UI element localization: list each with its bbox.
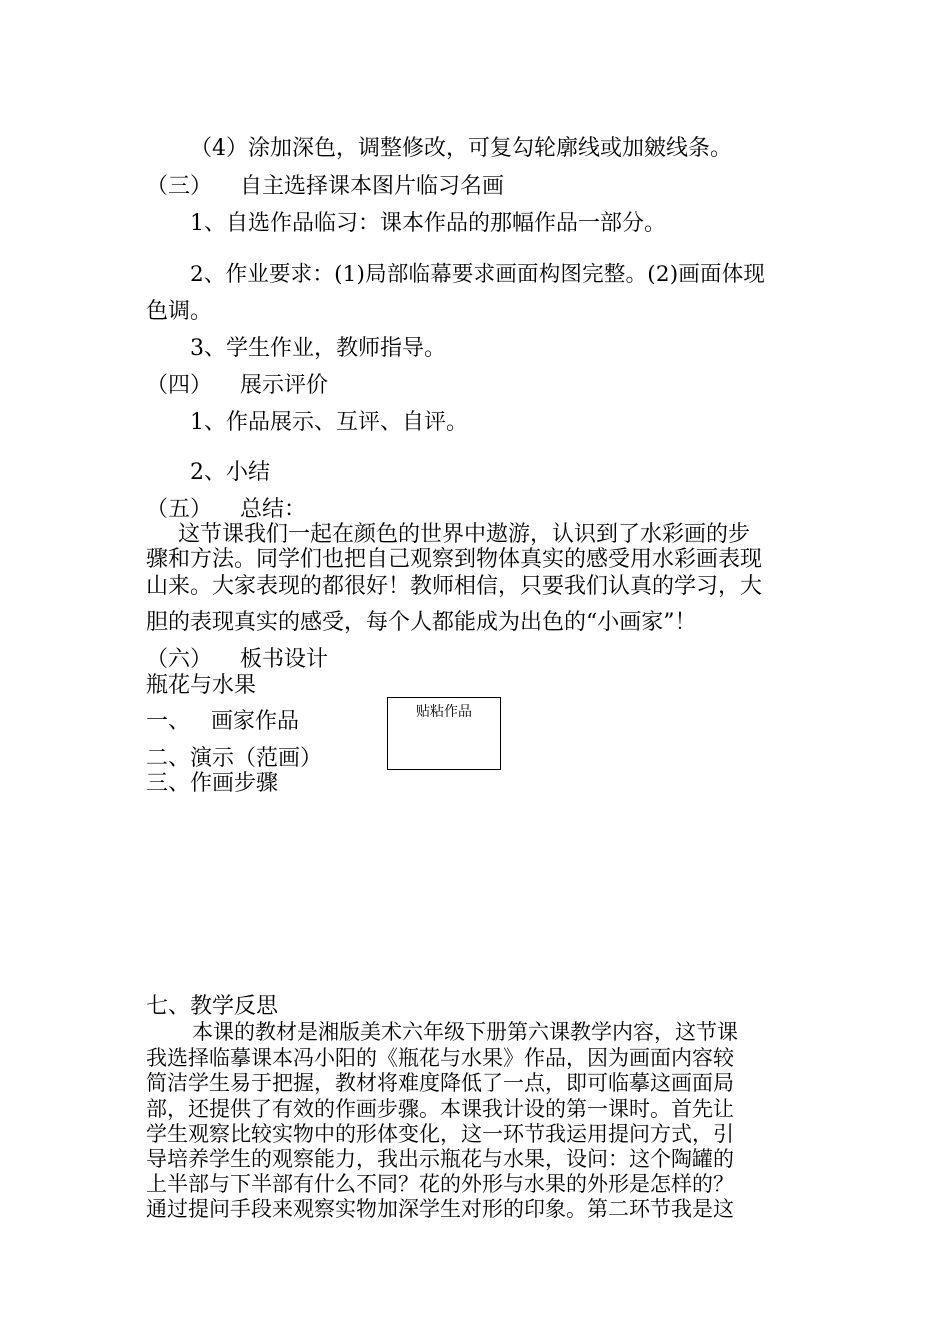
reflection-line-7: 上半部与下半部有什么不同？花的外形与水果的外形是怎样的？ <box>146 1172 734 1196</box>
item-3-3: 3、学生作业，教师指导。 <box>190 336 446 361</box>
section-3-heading: （三） 自主选择课本图片临习名画 <box>146 174 504 199</box>
summary-line-1: 这节课我们一起在颜色的世界中遨游，认识到了水彩画的步 <box>178 522 751 547</box>
section-5-heading: （五） 总结： <box>146 497 306 522</box>
reflection-line-6: 导培养学生的观察能力，我出示瓶花与水果，设问：这个陶罐的 <box>146 1147 734 1171</box>
reflection-line-1: 本课的教材是湘版美术六年级下册第六课教学内容，这节课 <box>192 1020 738 1044</box>
section-7-heading: 七、教学反思 <box>146 994 279 1019</box>
item-3-2-continued: 色调。 <box>146 299 213 324</box>
section-4-heading: （四） 展示评价 <box>146 373 328 398</box>
reflection-line-5: 学生观察比较实物中的形体变化，这一环节我运用提问方式，引 <box>146 1122 734 1146</box>
board-artwork-label: 贴粘作品 <box>416 704 472 720</box>
reflection-line-2: 我选择临摹课本冯小阳的《瓶花与水果》作品，因为画面内容较 <box>146 1046 734 1070</box>
board-artwork-box <box>387 697 501 770</box>
reflection-line-3: 简洁学生易于把握，教材将难度降低了一点，即可临摹这画面局 <box>146 1071 734 1095</box>
section-6-heading: （六） 板书设计 <box>146 647 328 672</box>
board-item-1: 一、 画家作品 <box>146 709 299 734</box>
step-4-text: （4）涂加深色，调整修改，可复勾轮廓线或加皴线条。 <box>190 136 732 161</box>
item-4-1: 1、作品展示、互评、自评。 <box>190 410 468 435</box>
board-item-3: 三、作画步骤 <box>146 771 279 796</box>
summary-line-2: 骤和方法。同学们也把自己观察到物体真实的感受用水彩画表现 <box>146 547 763 572</box>
board-title: 瓶花与水果 <box>146 673 257 698</box>
item-4-2: 2、小结 <box>190 460 270 485</box>
board-item-2: 二、演示（范画） <box>146 746 323 771</box>
summary-line-4: 胆的表现真实的感受，每个人都能成为出色的“小画家”！ <box>146 610 697 635</box>
item-3-2: 2、作业要求：(1)局部临幕要求画面构图完整。(2)画面体现 <box>190 262 766 287</box>
reflection-line-4: 部，还提供了有效的作画步骤。本课我计设的第一课时。首先让 <box>146 1097 734 1121</box>
summary-line-3: 山来。大家表现的都很好！教师相信，只要我们认真的学习，大 <box>146 574 763 599</box>
reflection-line-8: 通过提问手段来观察实物加深学生对形的印象。第二环节我是这 <box>146 1197 734 1221</box>
item-3-1: 1、自选作品临习：课本作品的那幅作品一部分。 <box>190 211 666 236</box>
